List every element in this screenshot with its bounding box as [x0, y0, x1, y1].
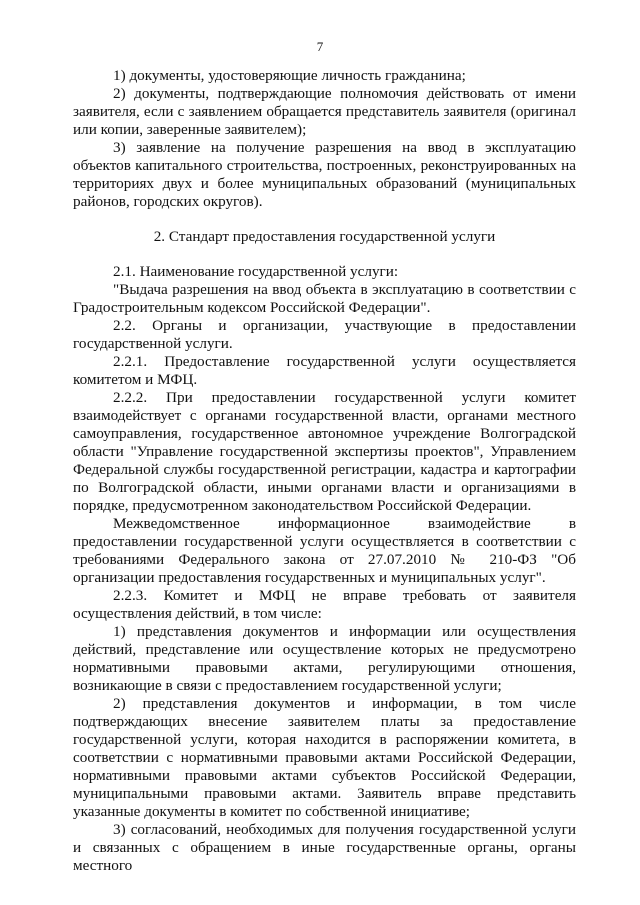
- interagency-paragraph: Межведомственное информационное взаимодействие в предоставлении государственной услуги осуществляется в соответствии с требованиями Федерального закона от 27.07.2010 № 210-ФЗ "Об организации предоставления государственных и муниципальных услуг".: [73, 515, 576, 586]
- list-item-2: 2) документы, подтверждающие полномочия действовать от имени заявителя, если с заявлением обращается представитель заявителя (оригинал или копии, заверенные заявителем);: [73, 85, 576, 138]
- service-name: "Выдача разрешения на ввод объекта в эксплуатацию в соответствии с Градостроительным кодексом Российской Федерации".: [73, 281, 576, 316]
- clause-2-2-1: 2.2.1. Предоставление государственной услуги осуществляется комитетом и МФЦ.: [73, 353, 576, 388]
- clause-2-2-3: 2.2.3. Комитет и МФЦ не вправе требовать от заявителя осуществления действий, в том числе:: [73, 587, 576, 622]
- clause-2-2: 2.2. Органы и организации, участвующие в предоставлении государственной услуги.: [73, 317, 576, 352]
- restriction-1: 1) представления документов и информации или осуществления действий, представление или осуществление которых не предусмотрено нормативными правовыми актами, регулирующими отношения, возникающие в связи с предоставлением государственной услуги;: [73, 623, 576, 694]
- section-heading: 2. Стандарт предоставления государственной услуги: [153, 228, 496, 245]
- page-content: [73, 67, 576, 875]
- restriction-2: 2) представления документов и информации, в том числе подтверждающих внесение заявителем платы за предоставление государственной услуги, которая находится в распоряжении комитета, в соответствии с нормативными правовыми актами Российской Федерации, нормативными правовыми актами субъектов Российской Федерации, муниципальными правовыми актами. Заявитель вправе представить указанные документы в комитет по собственной инициативе;: [73, 695, 576, 820]
- list-item-3: 3) заявление на получение разрешения на ввод в эксплуатацию объектов капитального строительства, построенных, реконструированных на территориях двух и более муниципальных образований (муниципальных районов, городских округов).: [73, 139, 576, 210]
- restriction-3: 3) согласований, необходимых для получения государственной услуги и связанных с обращением в иные государственные органы, органы местного: [73, 821, 576, 874]
- page-number: 7: [316, 39, 324, 54]
- list-item-1: 1) документы, удостоверяющие личность гражданина;: [113, 67, 466, 84]
- clause-2-2-2: 2.2.2. При предоставлении государственной услуги комитет взаимодействует с органами государственной власти, органами местного самоуправления, государственное автономное учреждение Волгоградской области "Управление государственной экспертизы проектов", Управлением Федеральной службы государственной регистрации, кадастра и картографии по Волгоградской области, иными органами власти и организациями в порядке, предусмотренном законодательством Российской Федерации.: [73, 389, 576, 514]
- clause-2-1: 2.1. Наименование государственной услуги:: [113, 263, 399, 280]
